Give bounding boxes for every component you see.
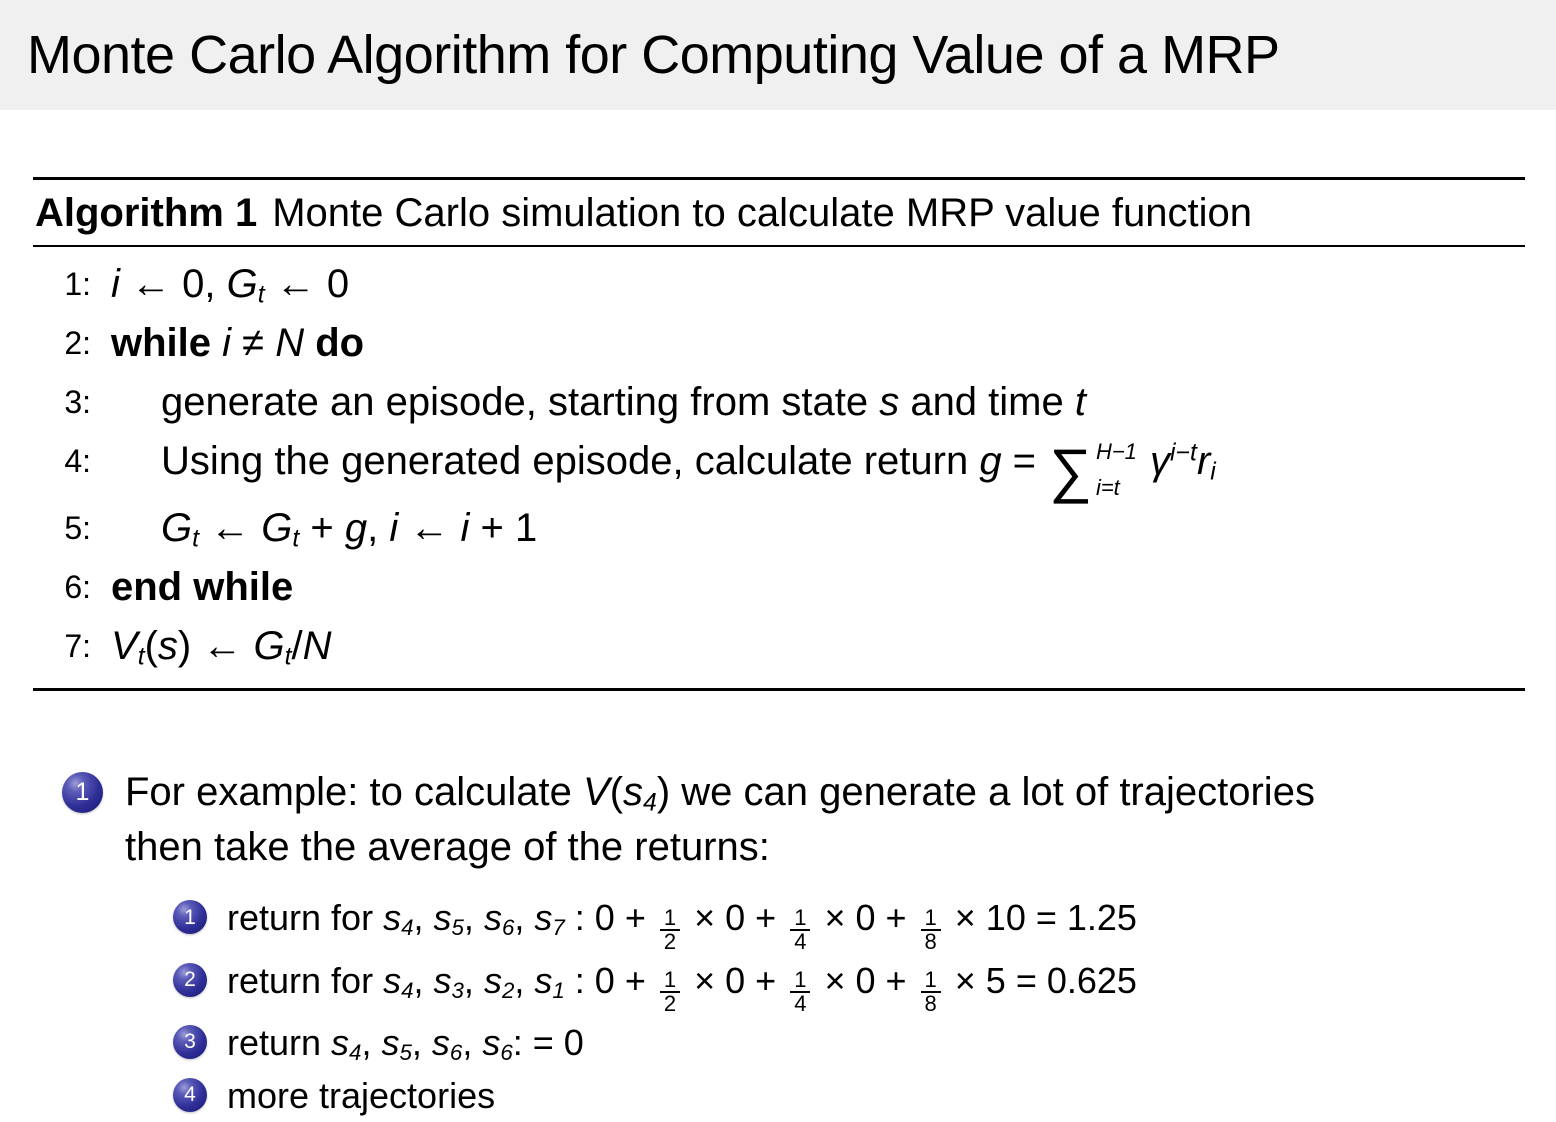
trajectory-item-2 xyxy=(173,954,1526,1016)
example-bullet-row xyxy=(62,765,1526,875)
line-number: 2: xyxy=(64,325,91,361)
algorithm-caption: Monte Carlo simulation to calculate MRP value function xyxy=(272,191,1252,235)
line-number: 3: xyxy=(64,384,91,420)
algorithm-line-3 xyxy=(33,373,1525,432)
algorithm-line-7 xyxy=(33,617,1525,676)
slide-title: Monte Carlo Algorithm for Computing Value of a MRP xyxy=(27,25,1280,85)
algorithm-bottom-rule xyxy=(33,688,1525,691)
algorithm-block xyxy=(33,177,1525,691)
line-number: 4: xyxy=(64,443,91,479)
algorithm-header xyxy=(33,180,1525,245)
numbered-ball-icon xyxy=(173,1025,207,1059)
example-intro xyxy=(125,765,1315,875)
algorithm-line-6 xyxy=(33,558,1525,617)
algorithm-line-5 xyxy=(33,499,1525,558)
line-number: 5: xyxy=(64,510,91,547)
example-intro-line-1: For example: to calculate $V(s_4)$ we can generate a lot of trajectories xyxy=(125,770,1315,817)
ball-number: 3 xyxy=(184,1030,196,1054)
algorithm-line-4 xyxy=(33,432,1525,504)
line-content: while i ≠ N do xyxy=(111,321,365,365)
trajectory-item-3 xyxy=(173,1016,1526,1069)
line-content: $G_t$ ← $G_t + g$, i ← i + 1 xyxy=(161,506,538,553)
line-content: Using the generated episode, calculate return g = ∑ H−1 i=t $\gamma^{i-t}r_i$ xyxy=(161,436,1216,504)
example-subitems xyxy=(173,891,1526,1121)
algorithm-lines xyxy=(33,247,1525,688)
line-number: 6: xyxy=(64,569,91,606)
ball-number: 2 xyxy=(184,968,196,992)
line-number: 1: xyxy=(64,266,91,302)
numbered-ball-icon xyxy=(173,1078,207,1112)
ball-number: 1 xyxy=(184,905,196,929)
numbered-ball-icon xyxy=(62,772,103,813)
numbered-ball-icon xyxy=(173,900,207,934)
line-content: $V_t(s)$ ← $G_t/N$ xyxy=(111,624,332,671)
ball-number: 4 xyxy=(184,1083,196,1107)
line-content: i ← 0, $G_t$ ← 0 xyxy=(111,262,350,309)
ball-number: 1 xyxy=(75,778,90,807)
trajectory-return-text: return for $s_4$, $s_3$, $s_2$, $s_1$ : 0 + $\frac{1}{2}$ × 0 + $\frac{1}{4}$ × 0 + $\frac{1}{8}$ × 5 = 0.625 xyxy=(227,959,1137,1017)
algorithm-line-1 xyxy=(33,255,1525,314)
trajectory-return-text: more trajectories xyxy=(227,1074,496,1116)
numbered-ball-icon xyxy=(173,963,207,997)
algorithm-line-2 xyxy=(33,314,1525,373)
trajectory-return-text: return $s_4$, $s_5$, $s_6$, $s_6$: = 0 xyxy=(227,1021,584,1065)
line-content: generate an episode, starting from state s and time t xyxy=(161,380,1086,424)
trajectory-item-1 xyxy=(173,891,1526,953)
example-intro-line-2: then take the average of the returns: xyxy=(125,825,770,870)
example-section xyxy=(62,765,1526,1121)
line-content: end while xyxy=(111,565,294,610)
trajectory-item-4 xyxy=(173,1069,1526,1122)
line-number: 7: xyxy=(64,628,91,665)
trajectory-return-text: return for $s_4$, $s_5$, $s_6$, $s_7$ : 0 + $\frac{1}{2}$ × 0 + $\frac{1}{4}$ × 0 + $\frac{1}{8}$ × 10 = 1.25 xyxy=(227,897,1137,955)
slide-title-bar xyxy=(0,0,1556,110)
algorithm-label: Algorithm 1 xyxy=(35,191,258,235)
